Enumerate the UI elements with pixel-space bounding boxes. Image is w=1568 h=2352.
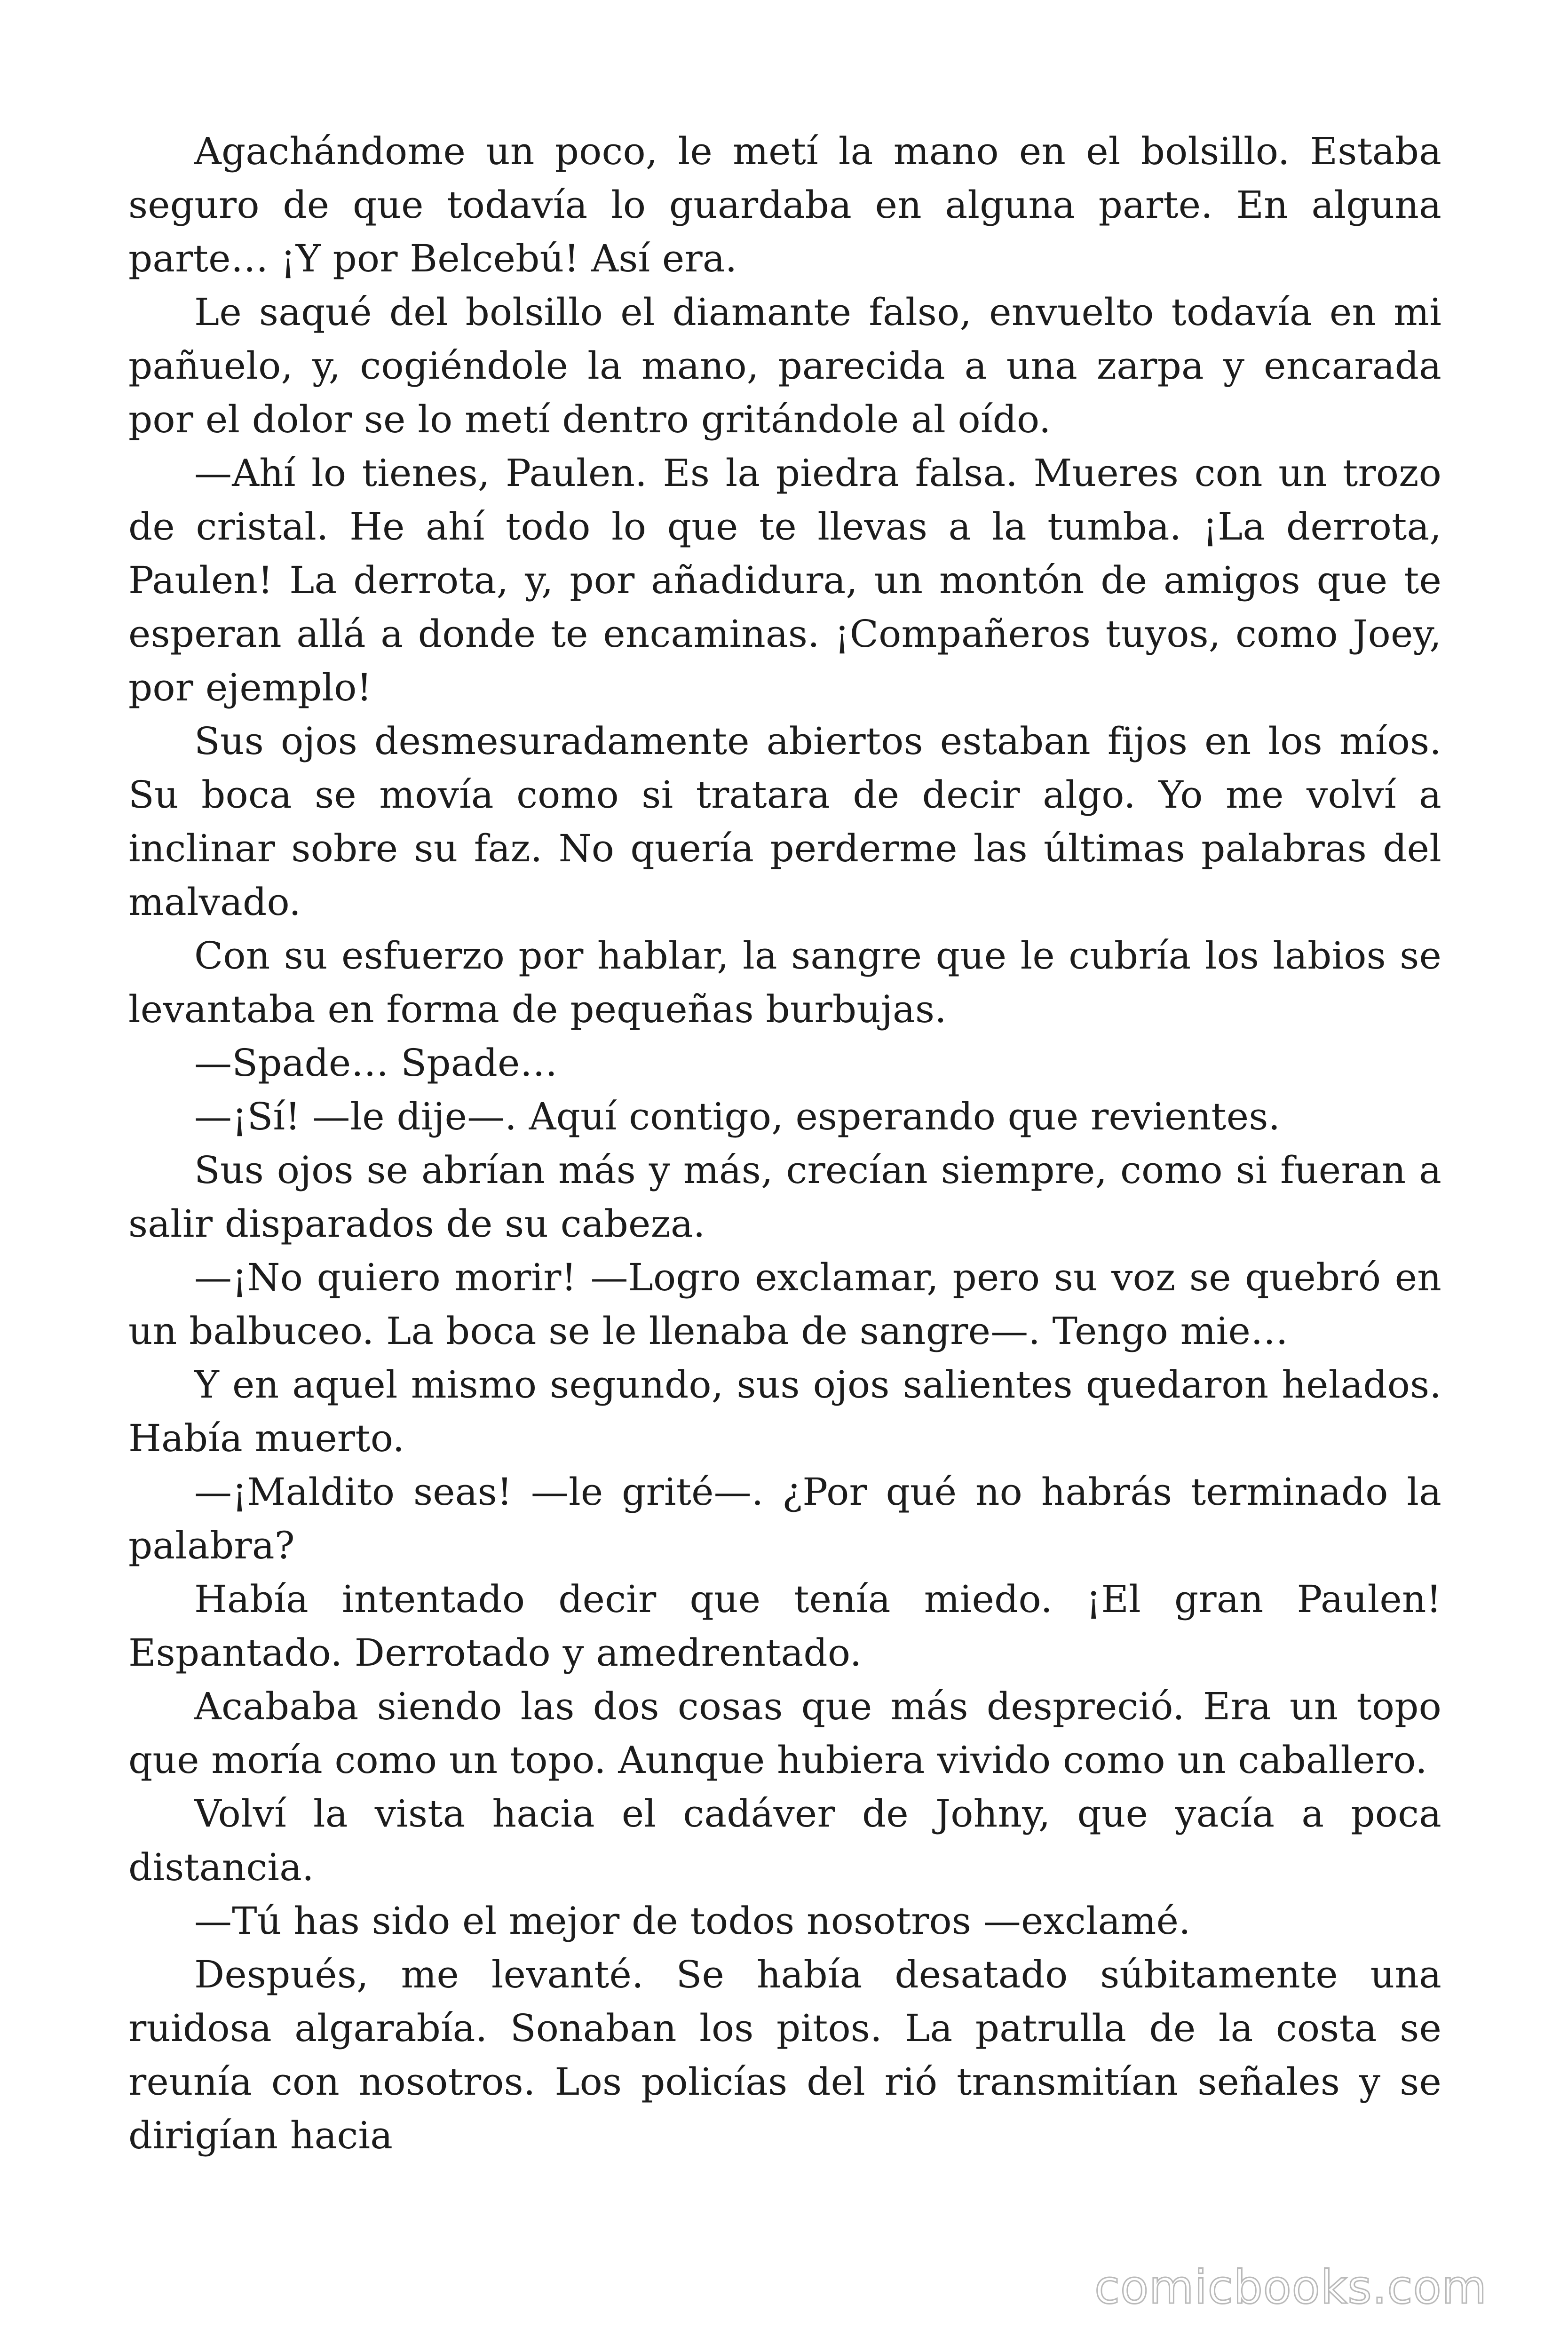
paragraph-16: Después, me levanté. Se había desatado súbitamente una ruidosa algarabía. Sonaban los pitos. La patrulla de la costa se reunía con nosotros. Los policías del rió transmitían señales y se dirigían hacia xyxy=(128,1953,1441,2157)
paragraph-4: Sus ojos desmesuradamente abiertos estaban fijos en los míos. Su boca se movía como si tratara de decir algo. Yo me volví a inclinar sobre su faz. No quería perderme las últimas palabras del malvado. xyxy=(128,719,1441,924)
paragraph-3: —Ahí lo tienes, Paulen. Es la piedra falsa. Mueres con un trozo de cristal. He ahí todo lo que te llevas a la tumba. ¡La derrota, Paulen! La derrota, y, por añadidura, un montón de amigos que te esperan allá a donde te encaminas. ¡Compañeros tuyos, como Joey, por ejemplo! xyxy=(128,451,1441,709)
paragraph-6: —Spade… Spade… xyxy=(194,1041,558,1085)
paragraph-8: Sus ojos se abrían más y más, crecían siempre, como si fueran a salir disparados de su cabeza. xyxy=(128,1148,1441,1246)
paragraph-2: Le saqué del bolsillo el diamante falso, envuelto todavía en mi pañuelo, y, cogiéndole la mano, parecida a una zarpa y encarada por el dolor se lo metí dentro gritándole al oído. xyxy=(128,290,1441,441)
watermark-logo: comicbooks.com xyxy=(1094,2261,1487,2314)
paragraph-9: —¡No quiero morir! —Logro exclamar, pero su voz se quebró en un balbuceo. La boca se le llenaba de sangre—. Tengo mie… xyxy=(128,1255,1441,1353)
body-text xyxy=(128,125,1441,2162)
paragraph-10: Y en aquel mismo segundo, sus ojos salientes quedaron helados. Había muerto. xyxy=(128,1363,1441,1460)
paragraph-14: Volví la vista hacia el cadáver de Johny, que yacía a poca distancia. xyxy=(128,1792,1441,1889)
paragraph-7: —¡Sí! —le dije—. Aquí contigo, esperando que revientes. xyxy=(194,1095,1281,1138)
paragraph-12: Había intentado decir que tenía miedo. ¡El gran Paulen! Espantado. Derrotado y amedrentado. xyxy=(128,1577,1441,1675)
paragraph-1: Agachándome un poco, le metí la mano en el bolsillo. Estaba seguro de que todavía lo guardaba en alguna parte. En alguna parte… ¡Y por Belcebú! Así era. xyxy=(128,129,1441,280)
paragraph-13: Acababa siendo las dos cosas que más despreció. Era un topo que moría como un topo. Aunque hubiera vivido como un caballero. xyxy=(128,1685,1441,1782)
paragraph-5: Con su esfuerzo por hablar, la sangre que le cubría los labios se levantaba en forma de pequeñas burbujas. xyxy=(128,934,1441,1031)
paragraph-15: —Tú has sido el mejor de todos nosotros —exclamé. xyxy=(194,1899,1191,1943)
paragraph-11: —¡Maldito seas! —le grité—. ¿Por qué no habrás terminado la palabra? xyxy=(128,1470,1441,1567)
